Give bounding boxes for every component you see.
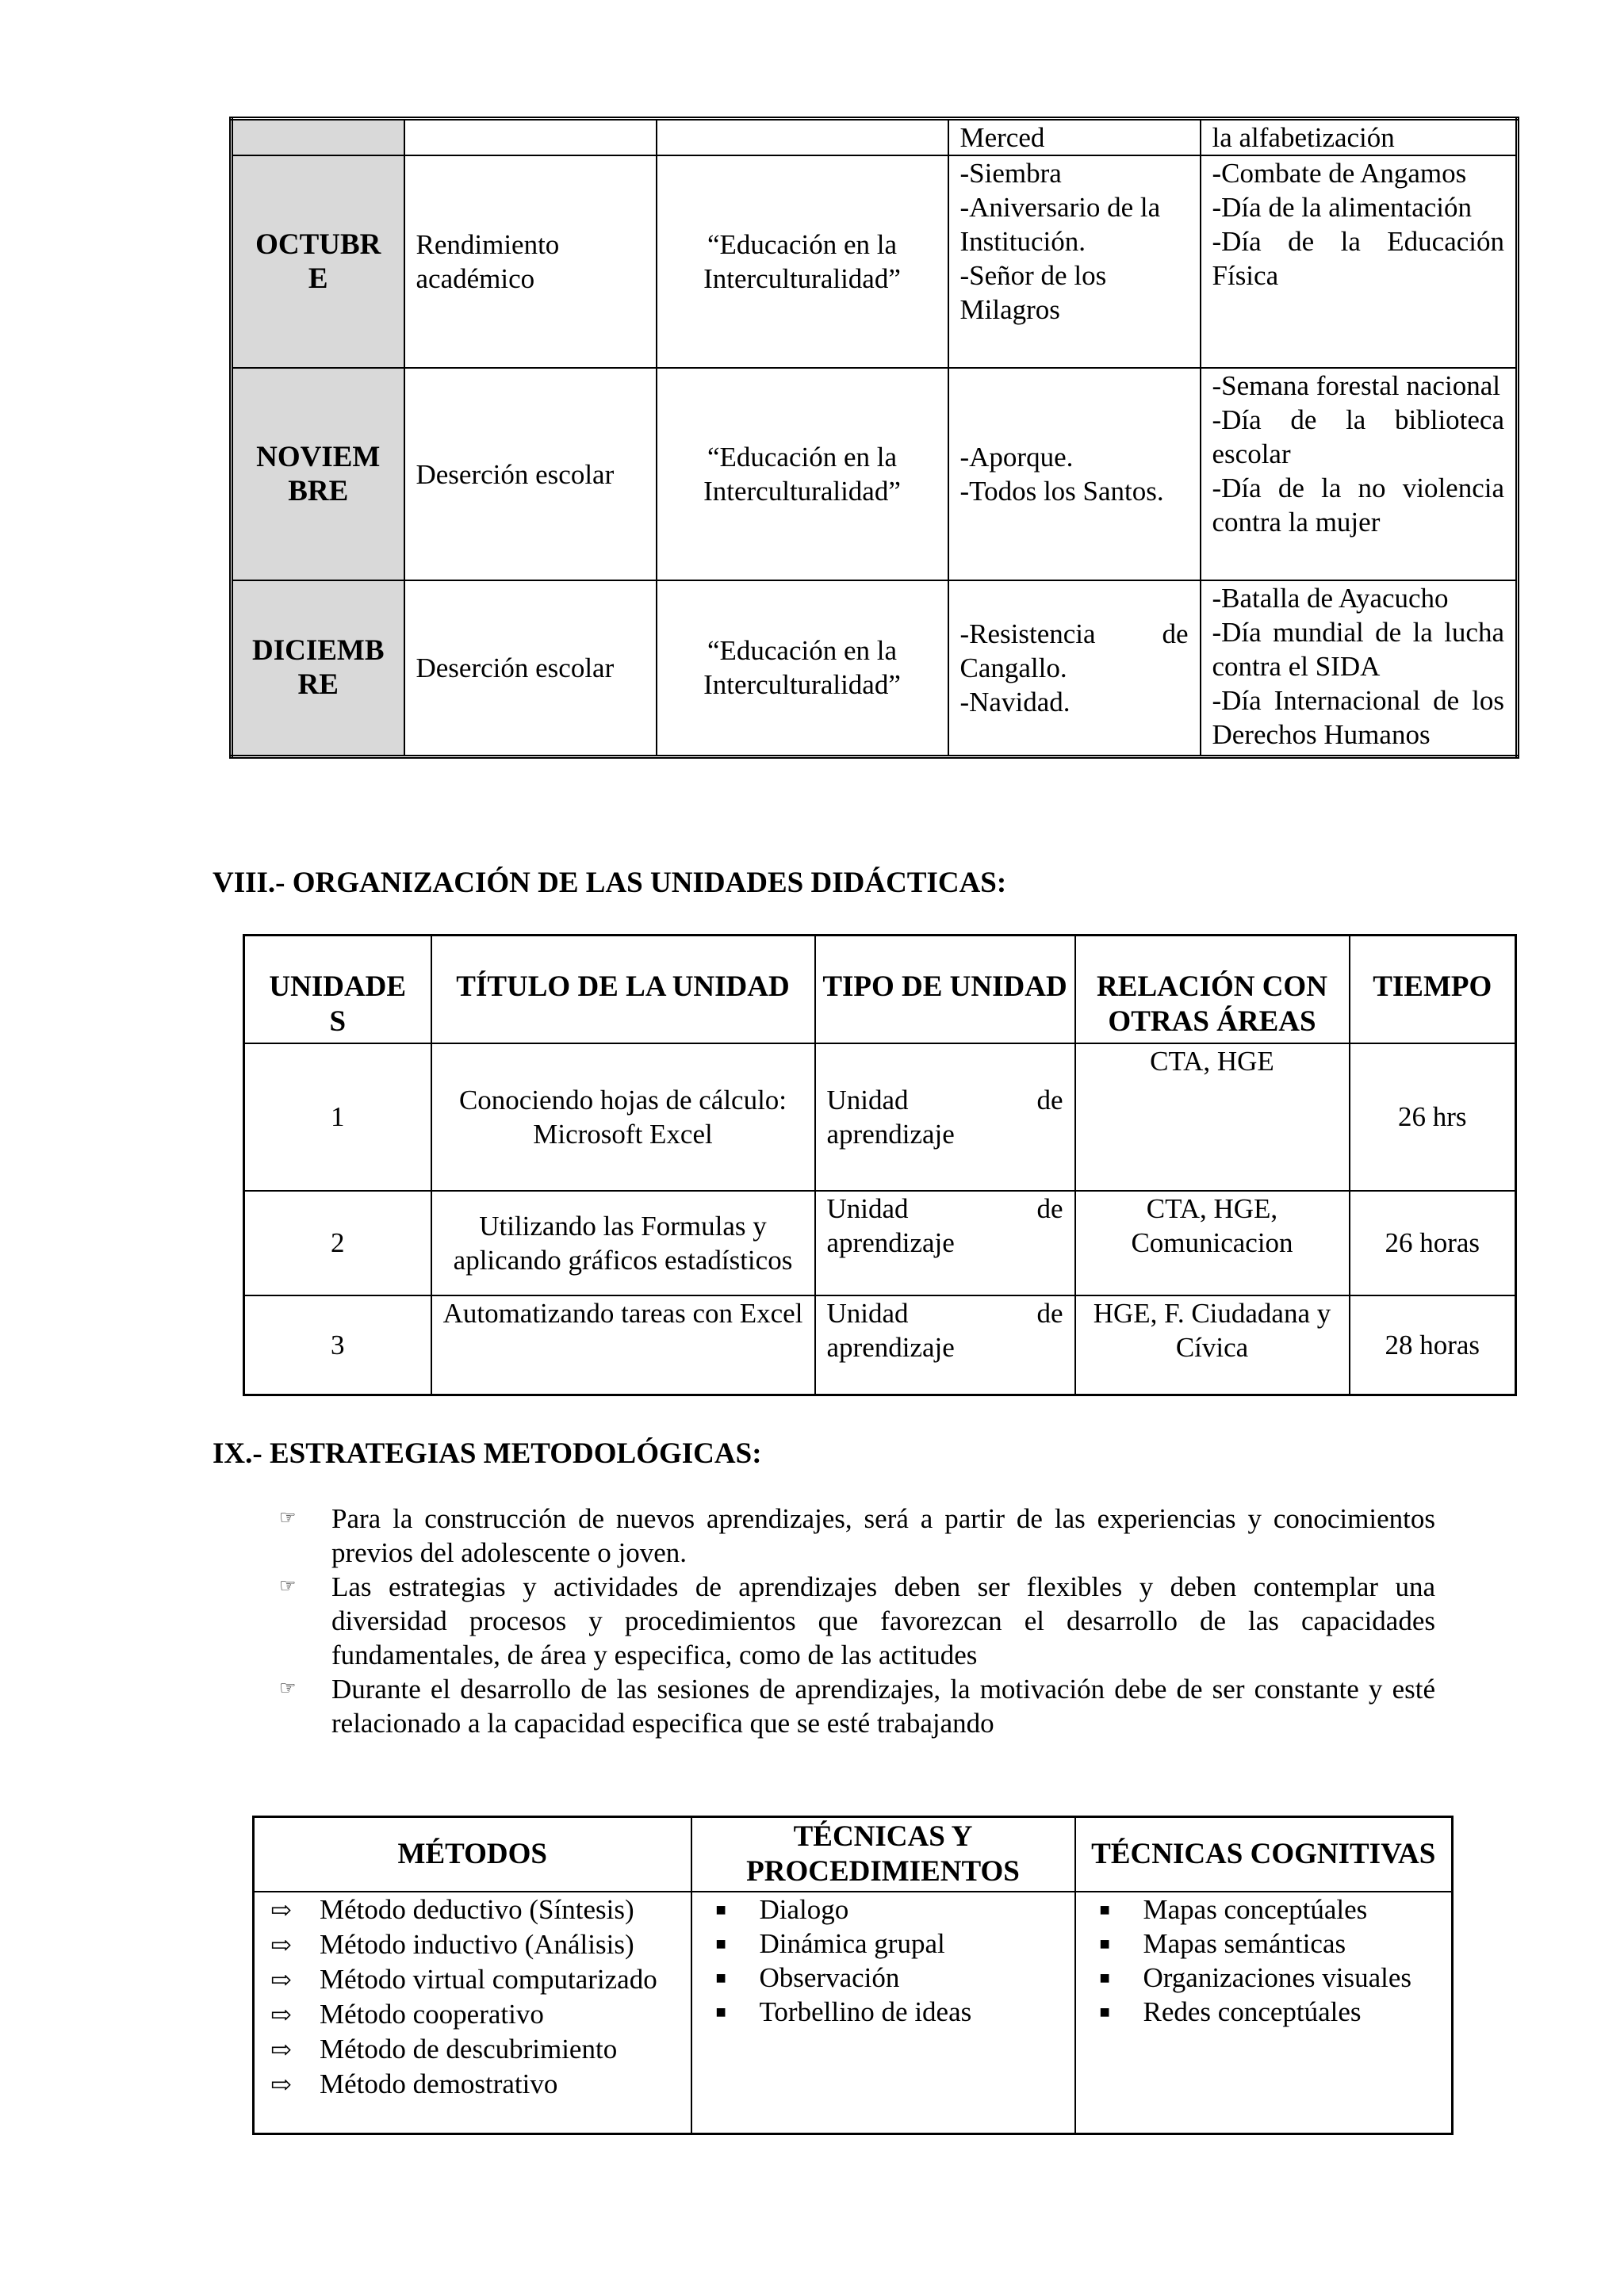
event-item: -Aporque. [959,442,1074,473]
column-header-methods: MÉTODOS [254,1817,691,1892]
calendar-row [232,119,1518,156]
events-cell [948,368,1201,580]
list-item: ☞ Las estrategias y actividades de aprendizajes deben ser flexibles y deben contemplar una diversidad procesos y procedimientos que favorezcan el desarrollo de las capacidades fundamentales, de área y especifica, como de las actitudes [279,1571,1435,1670]
unit-areas: HGE, F. Ciudadana y Cívica [1075,1295,1350,1395]
section-heading-strategies: IX.- ESTRATEGIAS METODOLÓGICAS: [213,1437,762,1470]
square-bullet-icon: ■ [1099,1968,1110,1988]
techniques-cell [691,1892,1075,2133]
column-header-type: TIPO DE UNIDAD [815,936,1075,1043]
square-bullet-icon: ■ [715,1968,726,1988]
event-item: -Siembra [959,158,1062,189]
theme-cell [657,119,948,156]
date-item: -Día de la Educación Física [1212,226,1504,291]
column-header-areas: RELACIÓN CON OTRAS ÁREAS [1075,936,1350,1043]
problem-cell: Rendimiento académico [404,155,657,368]
unit-time: 26 horas [1350,1191,1516,1295]
date-item: -Día de la biblioteca escolar [1212,404,1504,469]
theme-cell: “Educación en la Interculturalidad” [657,580,948,756]
list-item: ■ Organizaciones visuales [1092,1961,1446,1995]
square-bullet-icon: ■ [715,2002,726,2022]
list-item: ■ Mapas semánticas [1092,1927,1446,1961]
pointing-hand-icon: ☞ [279,1576,297,1597]
date-item: -Combate de Angamos [1212,158,1467,189]
pointing-hand-icon: ☞ [279,1508,297,1529]
theme-cell: “Educación en la Interculturalidad” [657,368,948,580]
event-item: -Resistencia de Cangallo. [959,618,1189,683]
unit-time: 28 horas [1350,1295,1516,1395]
square-bullet-icon: ■ [715,1934,726,1954]
dates-cell [1201,368,1518,580]
date-item: -Día Internacional de los Derechos Humanos [1212,685,1504,750]
list-item: ■ Redes conceptúales [1092,1995,1446,2029]
pointing-hand-icon: ☞ [279,1678,297,1699]
unit-title: Utilizando las Formulas y aplicando gráficos estadísticos [431,1191,815,1295]
arrow-right-icon: ⇨ [270,1931,292,1959]
date-item: la alfabetización [1212,122,1395,153]
month-cell: DICIEMB RE [232,580,404,756]
square-bullet-icon: ■ [1099,1900,1110,1919]
column-header-units: UNIDADE S [244,936,431,1043]
dates-cell [1201,155,1518,368]
date-item: -Día de la alimentación [1212,192,1472,223]
column-header-title: TÍTULO DE LA UNIDAD [431,936,815,1043]
list-item: ⇨ Método inductivo (Análisis) [270,1927,684,1962]
event-item: -Señor de los Milagros [959,260,1107,325]
calendar-row [232,155,1518,368]
arrow-right-icon: ⇨ [270,1896,292,1924]
column-header-time: TIEMPO [1350,936,1516,1043]
units-table [243,934,1517,1396]
units-header-row [244,936,1516,1043]
methods-table [252,1816,1454,2135]
unit-title: Conociendo hojas de cálculo: Microsoft Excel [431,1043,815,1191]
problem-cell: Deserción escolar [404,580,657,756]
table-row [244,1295,1516,1395]
dates-cell [1201,119,1518,156]
unit-time: 26 hrs [1350,1043,1516,1191]
square-bullet-icon: ■ [1099,2002,1110,2022]
arrow-right-icon: ⇨ [270,2000,292,2029]
table-row [244,1043,1516,1191]
cognitive-cell [1075,1892,1453,2133]
unit-type: Unidad de aprendizaje [815,1043,1075,1191]
list-item: ■ Dialogo [708,1892,1068,1927]
methods-cell [254,1892,691,2133]
list-item: ⇨ Método cooperativo [270,1997,684,2032]
arrow-right-icon: ⇨ [270,2070,292,2099]
unit-number: 3 [244,1295,431,1395]
list-item: ⇨ Método virtual computarizado [256,1962,684,1997]
unit-number: 2 [244,1191,431,1295]
events-cell [948,580,1201,756]
list-item: ■ Torbellino de ideas [708,1995,1068,2029]
methods-header-row [254,1817,1453,1892]
unit-areas: CTA, HGE, Comunicacion [1075,1191,1350,1295]
events-cell [948,119,1201,156]
methods-body-row [254,1892,1453,2133]
square-bullet-icon: ■ [1099,1934,1110,1954]
section-heading-units: VIII.- ORGANIZACIÓN DE LAS UNIDADES DIDÁCTICAS: [213,867,1007,899]
list-item: ☞ Para la construcción de nuevos aprendizajes, será a partir de las experiencias y conocimientos previos del adolescente o joven. [279,1503,1435,1568]
date-item: -Día mundial de la lucha contra el SIDA [1212,617,1504,682]
event-item: -Aniversario de la Institución. [959,192,1161,257]
month-cell: NOVIEM BRE [232,368,404,580]
calendar-table [229,117,1519,759]
unit-areas: CTA, HGE [1075,1043,1350,1191]
calendar-row [232,580,1518,756]
arrow-right-icon: ⇨ [270,2035,292,2064]
event-item: Merced [959,122,1045,153]
table-row [244,1191,1516,1295]
date-item: -Semana forestal nacional [1212,370,1500,401]
month-cell [232,119,404,156]
list-item: ⇨ Método deductivo (Síntesis) [270,1892,684,1927]
list-item: ⇨ Método demostrativo [270,2067,684,2102]
month-cell: OCTUBR E [232,155,404,368]
unit-number: 1 [244,1043,431,1191]
column-header-cognitive: TÉCNICAS COGNITIVAS [1075,1817,1453,1892]
unit-title: Automatizando tareas con Excel [431,1295,815,1395]
problem-cell: Deserción escolar [404,368,657,580]
strategies-list [276,1502,1435,1740]
arrow-right-icon: ⇨ [270,1965,292,1994]
list-item: ☞ Durante el desarrollo de las sesiones de aprendizajes, la motivación debe de ser constante y esté relacionado a la capacidad especifica que se esté trabajando [279,1674,1435,1739]
event-item: -Todos los Santos. [959,476,1164,507]
unit-type: Unidad de aprendizaje [815,1295,1075,1395]
events-cell [948,155,1201,368]
column-header-techniques: TÉCNICAS Y PROCEDIMIENTOS [691,1817,1075,1892]
list-item: ⇨ Método de descubrimiento [270,2032,684,2067]
theme-cell: “Educación en la Interculturalidad” [657,155,948,368]
list-item: ■ Mapas conceptúales [1092,1892,1446,1927]
date-item: -Batalla de Ayacucho [1212,583,1449,614]
list-item: ■ Dinámica grupal [708,1927,1068,1961]
dates-cell [1201,580,1518,756]
event-item: -Navidad. [959,686,1071,718]
problem-cell [404,119,657,156]
square-bullet-icon: ■ [715,1900,726,1919]
calendar-row [232,368,1518,580]
date-item: -Día de la no violencia contra la mujer [1212,473,1504,538]
list-item: ■ Observación [708,1961,1068,1995]
unit-type: Unidad de aprendizaje [815,1191,1075,1295]
